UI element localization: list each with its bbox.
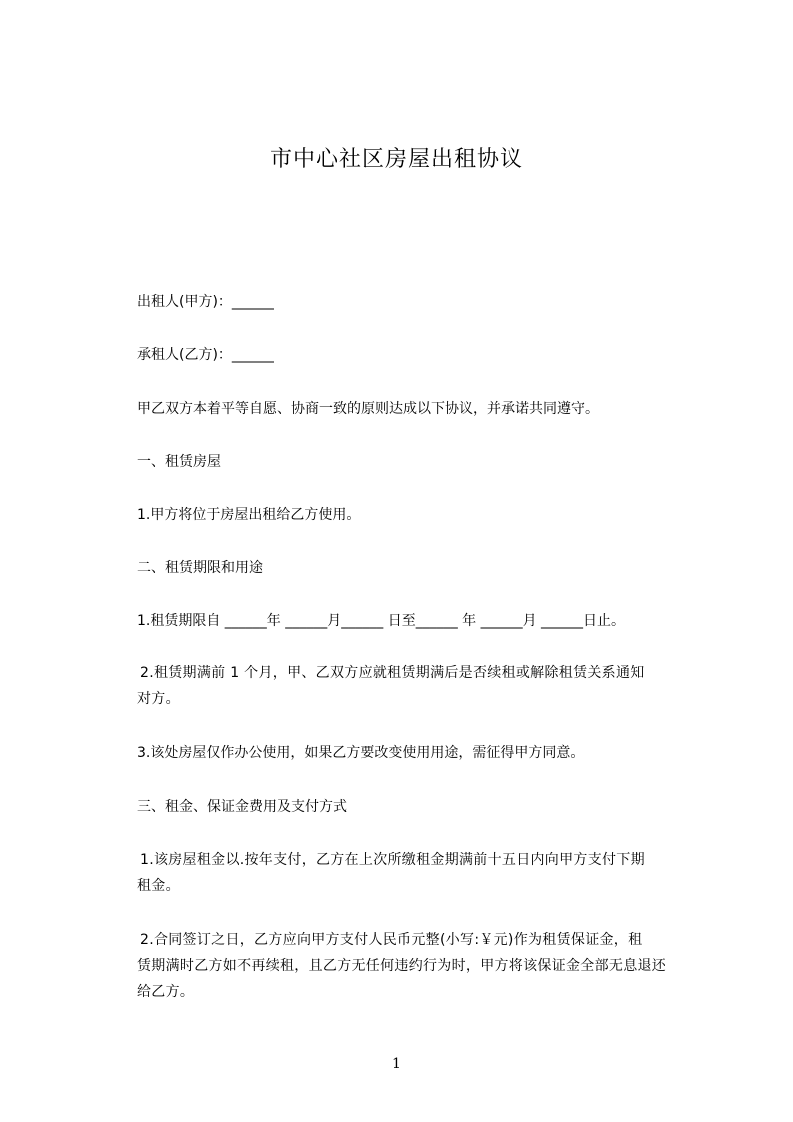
section3-heading: 三、租金、保证金费用及支付方式: [137, 799, 347, 815]
section3-item2-line2: 赁期满时乙方如不再续租，且乙方无任何违约行为时，甲方将该保证金全部无息退还: [137, 958, 667, 974]
section2-heading: 二、租赁期限和用途: [137, 560, 263, 576]
section3-item1-line1: 1.该房屋租金以.按年支付，乙方在上次所缴租金期满前十五日内向甲方支付下期: [140, 852, 645, 868]
section2-item2: [137, 660, 645, 712]
section1-heading: 一、租赁房屋: [137, 454, 221, 470]
lessee-line: 承租人(乙方)：______: [137, 347, 274, 363]
section3-item2-line1: 2.合同签订之日，乙方应向甲方支付人民币元整(小写:￥元)作为租赁保证金，租: [140, 932, 643, 948]
section2-item2-line1: 2.租赁期满前 1 个月，甲、乙双方应就租赁期满后是否续租或解除租赁关系通知: [140, 665, 645, 681]
section3-item2: [137, 927, 666, 1005]
intro-paragraph: 甲乙双方本着平等自愿、协商一致的原则达成以下协议，并承诺共同遵守。: [137, 401, 599, 417]
section3-item1-line2: 租金。: [137, 878, 180, 894]
section3-item2-line3: 给乙方。: [137, 984, 195, 1000]
section3-item1: [137, 847, 645, 899]
lessor-line: 出租人(甲方)：______: [137, 294, 274, 310]
section1-item1: 1.甲方将位于房屋出租给乙方使用。: [137, 507, 361, 523]
section2-item1: 1.租赁期限自 ______年 ______月______ 日至______ 年 ______月 ______日止。: [137, 613, 626, 629]
page-number: 1: [392, 1056, 401, 1072]
section2-item3: 3.该处房屋仅作办公使用，如果乙方要改变使用用途，需征得甲方同意。: [137, 745, 585, 761]
document-title: 市中心社区房屋出租协议: [269, 147, 523, 172]
section2-item2-line2: 对方。: [137, 691, 180, 707]
